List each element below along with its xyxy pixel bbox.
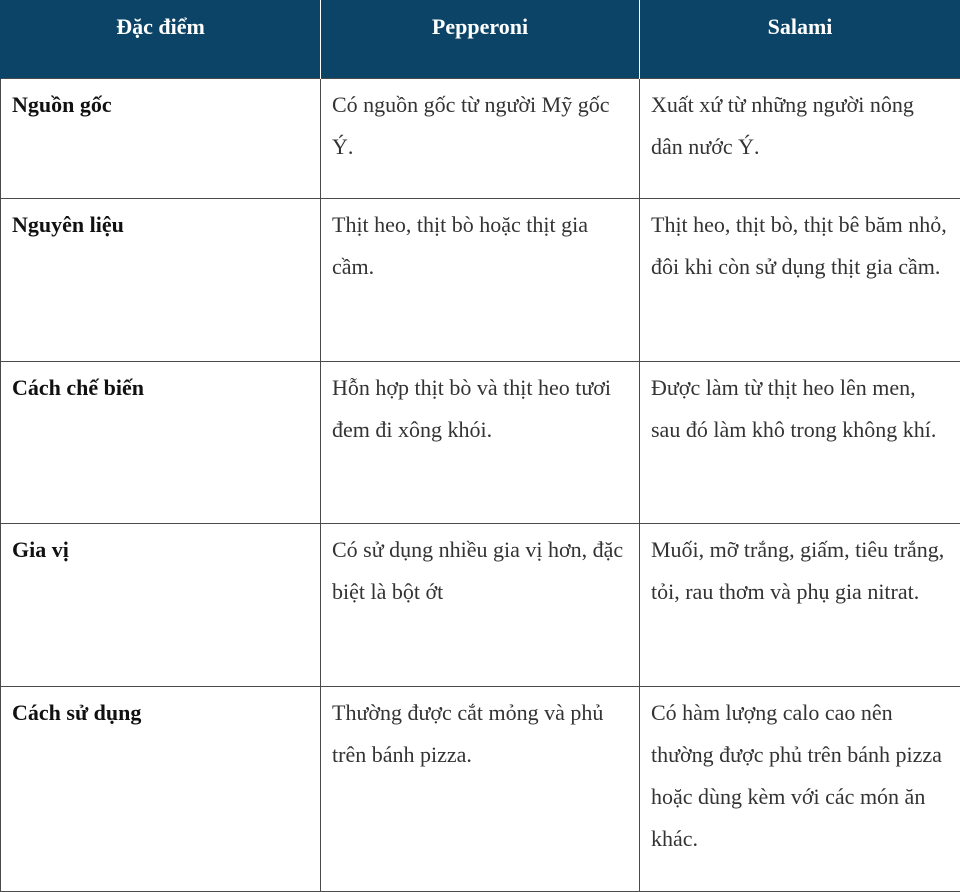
- header-pepperoni: Pepperoni: [321, 0, 640, 78]
- table-row: [1, 198, 960, 361]
- table-header: [1, 0, 960, 78]
- table-body: [1, 78, 960, 891]
- salami-cell: Muối, mỡ trắng, giấm, tiêu trắng, tỏi, rau thơm và phụ gia nitrat.: [640, 523, 960, 686]
- pepperoni-cell: Có nguồn gốc từ người Mỹ gốc Ý.: [321, 78, 640, 198]
- pepperoni-cell: Có sử dụng nhiều gia vị hơn, đặc biệt là bột ớt: [321, 523, 640, 686]
- feature-cell: Gia vị: [1, 523, 321, 686]
- header-feature: Đặc điểm: [1, 0, 321, 78]
- salami-cell: Xuất xứ từ những người nông dân nước Ý.: [640, 78, 960, 198]
- pepperoni-cell: Thịt heo, thịt bò hoặc thịt gia cầm.: [321, 198, 640, 361]
- table-row: [1, 523, 960, 686]
- pepperoni-cell: Hỗn hợp thịt bò và thịt heo tươi đem đi xông khói.: [321, 361, 640, 523]
- feature-cell: Cách chế biến: [1, 361, 321, 523]
- pepperoni-cell: Thường được cắt mỏng và phủ trên bánh pizza.: [321, 686, 640, 891]
- feature-cell: Nguyên liệu: [1, 198, 321, 361]
- salami-cell: Được làm từ thịt heo lên men, sau đó làm khô trong không khí.: [640, 361, 960, 523]
- header-salami: Salami: [640, 0, 960, 78]
- header-row: [1, 0, 960, 78]
- table-row: [1, 78, 960, 198]
- salami-cell: Có hàm lượng calo cao nên thường được phủ trên bánh pizza hoặc dùng kèm với các món ăn khác.: [640, 686, 960, 891]
- salami-cell: Thịt heo, thịt bò, thịt bê băm nhỏ, đôi khi còn sử dụng thịt gia cầm.: [640, 198, 960, 361]
- feature-cell: Cách sử dụng: [1, 686, 321, 891]
- table-row: [1, 686, 960, 891]
- feature-cell: Nguồn gốc: [1, 78, 321, 198]
- table-row: [1, 361, 960, 523]
